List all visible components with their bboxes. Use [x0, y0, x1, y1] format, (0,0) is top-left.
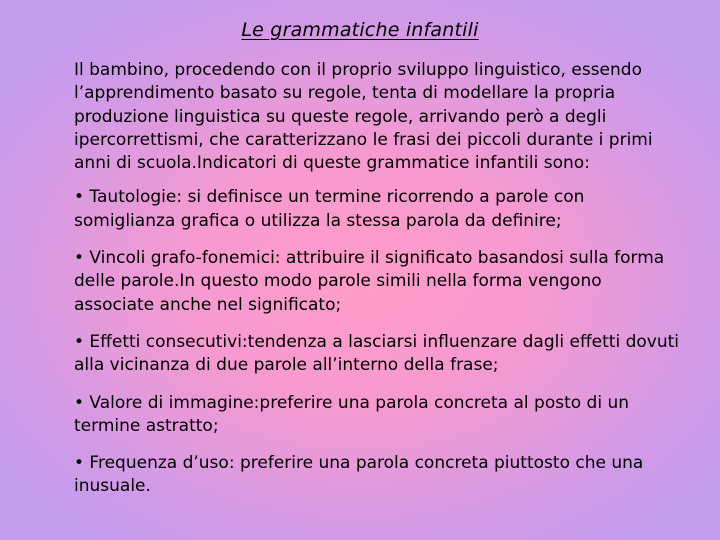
- bullet-tautologie: • Tautologie: si definisce un termine ricorrendo a parole con somiglianza grafica o utilizza la stessa parola da definire;: [74, 187, 585, 231]
- intro-paragraph: Il bambino, procedendo con il proprio sviluppo linguistico, essendo l’apprendimento basato su regole, tenta di modellare la propria produzione linguistica su queste regole, arrivando però a degli ipercorrettismi, che caratterizzano le frasi dei piccoli durante i primi anni di scuola.Indicatori di queste grammatice infantili sono:: [74, 60, 653, 174]
- bullet-valore-di-immagine: • Valore di immagine:preferire una parola concreta al posto di un termine astratto;: [74, 392, 630, 436]
- bullet-frequenza-uso: • Frequenza d’uso: preferire una parola concreta piuttosto che una inusuale.: [74, 453, 644, 497]
- slide-title: Le grammatiche infantili: [241, 19, 479, 41]
- bullet-vincoli-grafo-fonemici: • Vincoli grafo-fonemici: attribuire il significato basandosi sulla forma delle parole.In questo modo parole simili nella forma vengono associate anche nel significato;: [74, 248, 665, 315]
- slide-body: [74, 59, 684, 499]
- bullet-effetti-consecutivi: • Effetti consecutivi:tendenza a lasciarsi influenzare dagli effetti dovuti alla vicinanza di due parole all’interno della frase;: [74, 331, 679, 376]
